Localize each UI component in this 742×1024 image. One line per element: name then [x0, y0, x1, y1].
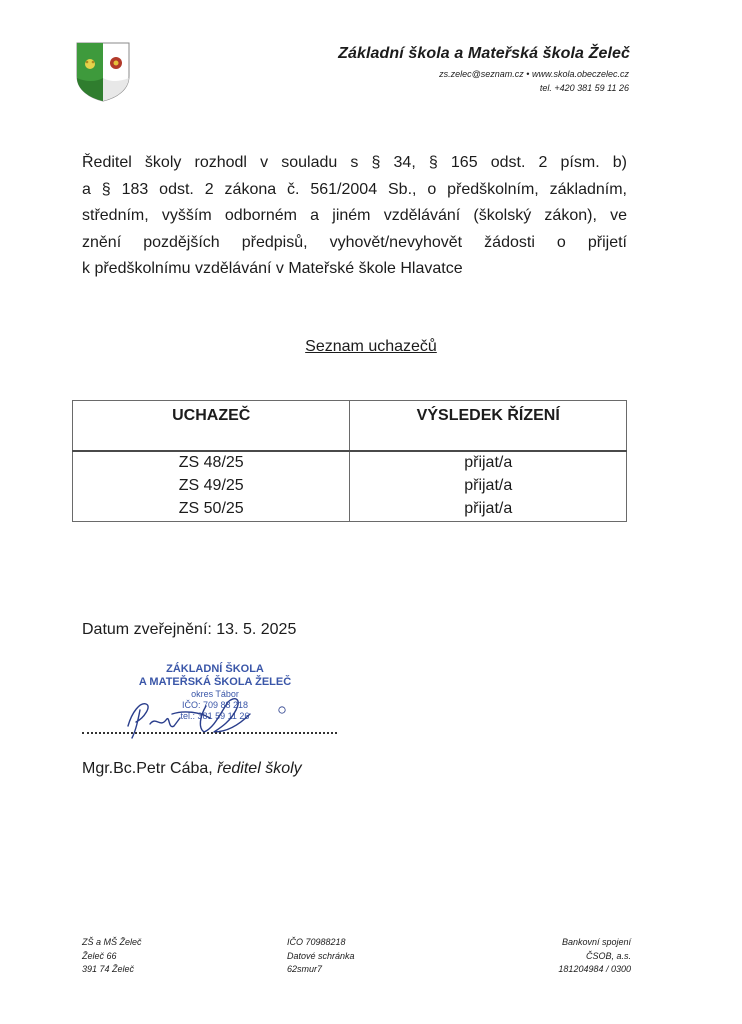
footer-line: IČO 70988218: [287, 937, 346, 947]
stamp-line: IČO: 709 88 218: [181, 700, 249, 710]
footer-line: 62smur7: [287, 964, 323, 974]
footer-line: 391 74 Želeč: [82, 964, 135, 974]
decision-text: [82, 150, 627, 283]
handwritten-signature: [110, 688, 300, 748]
footer-line: 181204984 / 0300: [558, 964, 631, 974]
publication-date: Datum zveřejnění: 13. 5. 2025: [82, 621, 297, 638]
results-table: [72, 400, 627, 522]
decision-text-line: a § 183 odst. 2 zákona č. 561/2004 Sb., o předškolním, základním,: [82, 180, 627, 198]
decision-text-line: Ředitel školy rozhodl v souladu s § 34, § 165 odst. 2 písm. b): [82, 154, 627, 171]
applicant-cell: ZS 48/25: [73, 451, 350, 475]
table-row: [73, 475, 627, 498]
header-applicant: UCHAZEČ: [73, 401, 350, 451]
header-result: VÝSLEDEK ŘÍZENÍ: [350, 401, 627, 451]
table-row: [73, 451, 627, 475]
applicant-cell: ZS 49/25: [73, 475, 350, 498]
signatory: [82, 760, 302, 778]
stamp-line: ZÁKLADNÍ ŠKOLA: [166, 663, 264, 675]
school-name: Základní škola a Mateřská škola Želeč: [338, 45, 630, 62]
footer-ids: [287, 936, 355, 977]
contact-line: zs.zelec@seznam.cz • www.skola.obeczelec.cz: [439, 69, 629, 79]
decision-text-line: středním, vyšším odborném a jiném vzdělávání (školský zákon), ve: [82, 207, 627, 224]
signature-line: [82, 732, 337, 734]
result-cell: přijat/a: [350, 451, 627, 475]
phone-line: tel. +420 381 59 11 26: [539, 83, 629, 93]
decision-text-line: znění pozdějších předpisů, vyhovět/nevyhovět žádosti o přijetí: [82, 233, 627, 251]
list-title: [0, 338, 742, 356]
result-cell: přijat/a: [350, 475, 627, 498]
stamp-line: tel.: 381 59 11 26: [180, 711, 250, 721]
footer-line: ZŠ a MŠ Želeč: [82, 937, 142, 947]
footer-line: Datové schránka: [287, 950, 355, 961]
stamp-line: okres Tábor: [191, 689, 239, 699]
applicant-cell: ZS 50/25: [73, 498, 350, 522]
decision-text-line: k předškolnímu vzdělávání v Mateřské škole Hlavatce: [82, 260, 463, 277]
signatory-name: Mgr.Bc.Petr Cába,: [82, 760, 213, 777]
footer-bank: [558, 936, 631, 977]
footer-line: Bankovní spojení: [561, 937, 631, 947]
school-logo-crest: [76, 42, 130, 102]
footer-line: ČSOB, a.s.: [585, 950, 631, 961]
signatory-role: ředitel školy: [217, 760, 302, 777]
footer-line: Želeč 66: [82, 950, 117, 961]
stamp-line: A MATEŘSKÁ ŠKOLA ŽELEČ: [138, 676, 292, 688]
list-title-text: Seznam uchazečů: [305, 338, 437, 355]
table-header-row: [73, 401, 627, 451]
result-cell: přijat/a: [350, 498, 627, 522]
footer-address: [82, 936, 142, 977]
table-row: [73, 498, 627, 522]
